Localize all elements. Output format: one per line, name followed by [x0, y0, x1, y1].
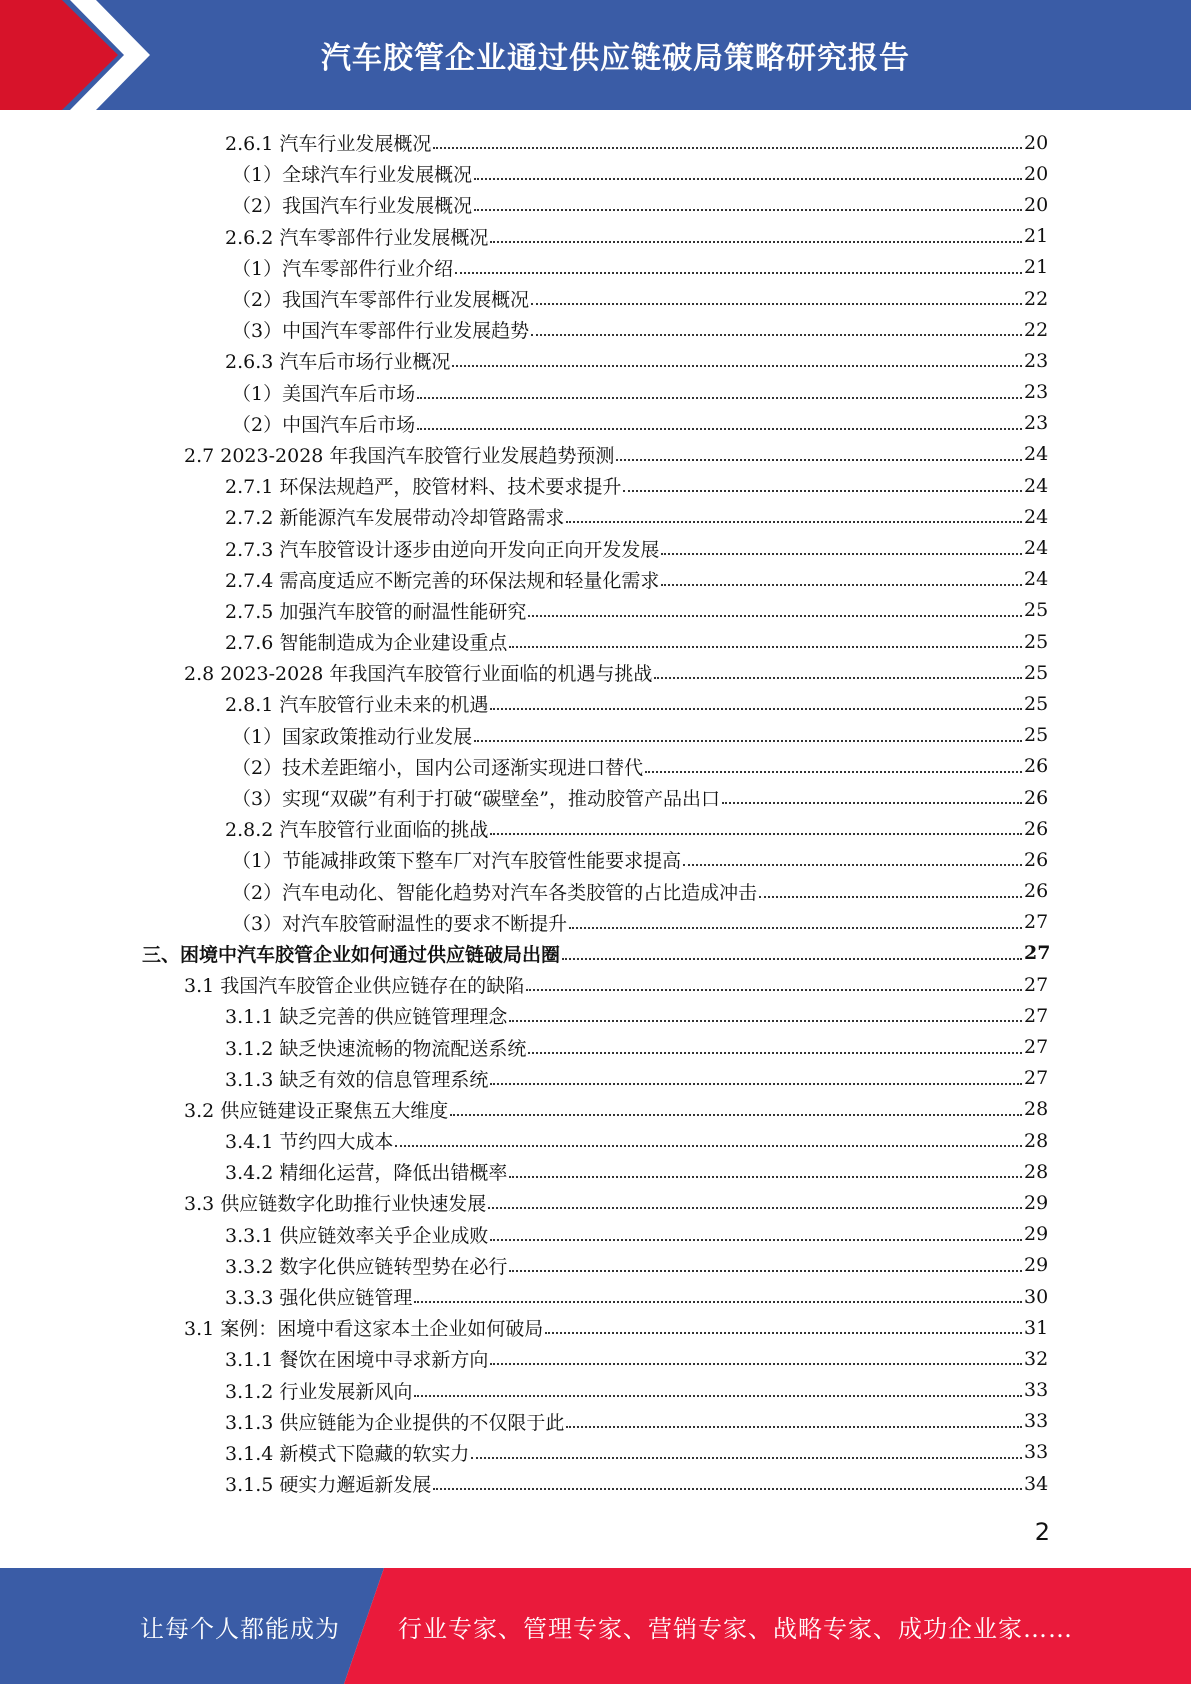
- toc-entry-title: 3.4.1 节约四大成本: [225, 1131, 394, 1154]
- toc-entry-page: 26: [1024, 755, 1049, 778]
- toc-entry-title: （1）国家政策推动行业发展: [232, 725, 473, 748]
- header-band: [0, 0, 1191, 110]
- toc-entry[interactable]: [0, 1156, 1191, 1187]
- toc-entry[interactable]: [0, 1250, 1191, 1281]
- toc-dot-leader: [531, 333, 1022, 336]
- toc-dot-leader: [414, 1300, 1022, 1303]
- toc-dot-leader: [490, 240, 1022, 243]
- toc-entry[interactable]: [0, 813, 1191, 844]
- toc-entry[interactable]: [0, 252, 1191, 283]
- toc-entry-page: 26: [1024, 817, 1049, 840]
- toc-entry[interactable]: [0, 907, 1191, 938]
- toc-entry[interactable]: [0, 377, 1191, 408]
- toc-entry-title: （3）中国汽车零部件行业发展趋势: [232, 320, 530, 343]
- toc-entry-title: 2.7.3 汽车胶管设计逐步由逆向开发向正向开发发展: [225, 538, 660, 561]
- toc-entry[interactable]: [0, 844, 1191, 875]
- toc-entry-page: 29: [1024, 1254, 1049, 1277]
- toc-dot-leader: [509, 1019, 1022, 1022]
- toc-entry-title: 2.7.5 加强汽车胶管的耐温性能研究: [225, 600, 527, 623]
- toc-entry-page: 32: [1024, 1347, 1049, 1370]
- toc-entry-title: 2.8 2023-2028 年我国汽车胶管行业面临的机遇与挑战: [184, 663, 653, 686]
- toc-entry[interactable]: [0, 938, 1191, 969]
- toc-entry-page: 27: [1024, 911, 1049, 934]
- toc-entry[interactable]: [0, 439, 1191, 470]
- toc-entry-page: 29: [1024, 1223, 1049, 1246]
- toc-entry-title: 3.1 我国汽车胶管企业供应链存在的缺陷: [184, 975, 525, 998]
- toc-entry-page: 28: [1024, 1098, 1049, 1121]
- toc-dot-leader: [623, 489, 1022, 492]
- toc-entry[interactable]: [0, 1031, 1191, 1062]
- toc-entry-title: 3.3.1 供应链效率关乎企业成败: [225, 1224, 489, 1247]
- toc-entry-page: 27: [1024, 942, 1051, 965]
- toc-entry-title: （1）美国汽车后市场: [232, 382, 416, 405]
- toc-entry-title: 3.3 供应链数字化助推行业快速发展: [184, 1193, 487, 1216]
- toc-entry-page: 23: [1024, 349, 1049, 372]
- toc-entry[interactable]: [0, 345, 1191, 376]
- toc-entry-page: 24: [1024, 474, 1049, 497]
- toc-entry-page: 33: [1024, 1410, 1049, 1433]
- toc-entry-title: 3.1.3 供应链能为企业提供的不仅限于此: [225, 1411, 565, 1434]
- toc-entry[interactable]: [0, 782, 1191, 813]
- toc-entry-page: 34: [1024, 1472, 1049, 1495]
- toc-dot-leader: [450, 1113, 1022, 1116]
- toc-dot-leader: [474, 739, 1022, 742]
- toc-dot-leader: [474, 208, 1022, 211]
- toc-dot-leader: [566, 520, 1022, 523]
- toc-entry[interactable]: [0, 532, 1191, 563]
- toc-entry-page: 27: [1024, 1036, 1049, 1059]
- toc-dot-leader: [569, 926, 1022, 929]
- toc-entry-title: （2）汽车电动化、智能化趋势对汽车各类胶管的占比造成冲击: [232, 881, 758, 904]
- toc-entry[interactable]: [0, 720, 1191, 751]
- toc-entry-title: 2.7.1 环保法规趋严，胶管材料、技术要求提升: [225, 476, 622, 499]
- toc-entry[interactable]: [0, 501, 1191, 532]
- toc-entry[interactable]: [0, 158, 1191, 189]
- toc-entry-page: 24: [1024, 443, 1049, 466]
- toc-dot-leader: [414, 1394, 1022, 1397]
- footer-slogan-right: 行业专家、管理专家、营销专家、战略专家、成功企业家……: [398, 1614, 1073, 1643]
- toc-entry-page: 22: [1024, 287, 1049, 310]
- toc-entry[interactable]: [0, 626, 1191, 657]
- toc-dot-leader: [562, 957, 1022, 960]
- toc-entry-title: 3.1.2 行业发展新风向: [225, 1380, 413, 1403]
- toc-dot-leader: [661, 552, 1022, 555]
- toc-dot-leader: [661, 583, 1022, 586]
- toc-entry-page: 20: [1024, 193, 1049, 216]
- toc-entry[interactable]: [0, 1312, 1191, 1343]
- toc-entry[interactable]: [0, 314, 1191, 345]
- toc-entry-title: （3）对汽车胶管耐温性的要求不断提升: [232, 912, 568, 935]
- toc-dot-leader: [433, 1487, 1022, 1490]
- toc-entry[interactable]: [0, 1343, 1191, 1374]
- toc-dot-leader: [490, 1362, 1022, 1365]
- toc-entry-page: 24: [1024, 505, 1049, 528]
- toc-entry-title: 2.6.2 汽车零部件行业发展概况: [225, 226, 489, 249]
- toc-entry[interactable]: [0, 1094, 1191, 1125]
- toc-dot-leader: [488, 1206, 1022, 1209]
- toc-entry[interactable]: [0, 1406, 1191, 1437]
- toc-dot-leader: [395, 1144, 1022, 1147]
- toc-dot-leader: [474, 177, 1022, 180]
- toc-dot-leader: [545, 1331, 1022, 1334]
- toc-dot-leader: [526, 988, 1022, 991]
- toc-dot-leader: [452, 364, 1022, 367]
- toc-entry-page: 25: [1024, 724, 1049, 747]
- toc-entry-page: 33: [1024, 1379, 1049, 1402]
- toc-entry-title: 3.1.3 缺乏有效的信息管理系统: [225, 1068, 489, 1091]
- toc-entry-title: 2.6.3 汽车后市场行业概况: [225, 351, 451, 374]
- toc-entry-title: （1）全球汽车行业发展概况: [232, 164, 473, 187]
- toc-entry-title: 3.3.3 强化供应链管理: [225, 1287, 413, 1310]
- toc-entry[interactable]: [0, 470, 1191, 501]
- toc-dot-leader: [509, 1269, 1022, 1272]
- toc-entry-page: 25: [1024, 630, 1049, 653]
- toc-entry[interactable]: [0, 127, 1191, 158]
- toc-entry-page: 26: [1024, 848, 1049, 871]
- toc-entry-page: 31: [1024, 1316, 1049, 1339]
- toc-entry[interactable]: [0, 1468, 1191, 1499]
- toc-entry-page: 25: [1024, 661, 1049, 684]
- toc-entry[interactable]: [0, 564, 1191, 595]
- toc-dot-leader: [509, 645, 1022, 648]
- toc-entry-page: 24: [1024, 537, 1049, 560]
- toc-entry-title: 3.1.1 餐饮在困境中寻求新方向: [225, 1349, 489, 1372]
- toc-entry-title: 2.6.1 汽车行业发展概况: [225, 133, 432, 156]
- toc-entry-page: 23: [1024, 412, 1049, 435]
- toc-entry[interactable]: [0, 657, 1191, 688]
- toc-entry[interactable]: [0, 1281, 1191, 1312]
- toc-dot-leader: [654, 676, 1022, 679]
- toc-entry-title: （2）中国汽车后市场: [232, 413, 416, 436]
- toc-entry-page: 25: [1024, 599, 1049, 622]
- toc-entry[interactable]: [0, 876, 1191, 907]
- toc-dot-leader: [471, 1456, 1022, 1459]
- toc-entry-title: 2.7 2023-2028 年我国汽车胶管行业发展趋势预测: [184, 444, 615, 467]
- footer-slogan-left: 让每个人都能成为: [140, 1614, 340, 1643]
- toc-entry-title: （3）实现“双碳”有利于打破“碳壁垒”，推动胶管产品出口: [232, 788, 720, 811]
- toc-entry-title: （2）技术差距缩小，国内公司逐渐实现进口替代: [232, 756, 644, 779]
- toc-entry-page: 24: [1024, 568, 1049, 591]
- toc-entry-page: 28: [1024, 1160, 1049, 1183]
- toc-entry-page: 20: [1024, 131, 1049, 154]
- toc-entry-page: 28: [1024, 1129, 1049, 1152]
- toc-entry-page: 27: [1024, 973, 1049, 996]
- toc-entry[interactable]: [0, 595, 1191, 626]
- toc-entry-page: 33: [1024, 1441, 1049, 1464]
- toc-entry[interactable]: [0, 408, 1191, 439]
- toc-dot-leader: [645, 770, 1022, 773]
- toc-dot-leader: [722, 801, 1022, 804]
- toc-entry-title: 3.1.2 缺乏快速流畅的物流配送系统: [225, 1037, 527, 1060]
- toc-entry-page: 21: [1024, 256, 1049, 279]
- toc-entry-title: 3.1.5 硬实力邂逅新发展: [225, 1474, 432, 1497]
- toc-entry-page: 27: [1024, 1004, 1049, 1027]
- toc-dot-leader: [433, 146, 1022, 149]
- table-of-contents: [0, 127, 1191, 1499]
- toc-entry[interactable]: [0, 283, 1191, 314]
- toc-entry-page: 22: [1024, 318, 1049, 341]
- toc-entry-title: （1）汽车零部件行业介绍: [232, 257, 454, 280]
- report-title: 汽车胶管企业通过供应链破局策略研究报告: [321, 41, 910, 76]
- toc-entry[interactable]: [0, 1000, 1191, 1031]
- toc-entry-title: 3.1.4 新模式下隐藏的软实力: [225, 1442, 470, 1465]
- toc-entry-title: 2.7.2 新能源汽车发展带动冷却管路需求: [225, 507, 565, 530]
- toc-entry-title: 3.2 供应链建设正聚焦五大维度: [184, 1099, 449, 1122]
- toc-dot-leader: [490, 832, 1022, 835]
- toc-entry-title: 2.8.2 汽车胶管行业面临的挑战: [225, 819, 489, 842]
- toc-dot-leader: [528, 614, 1022, 617]
- toc-entry-page: 26: [1024, 880, 1049, 903]
- toc-entry-title: 三、困境中汽车胶管企业如何通过供应链破局出圈: [142, 943, 561, 966]
- toc-dot-leader: [490, 707, 1022, 710]
- toc-entry-title: （2）我国汽车零部件行业发展概况: [232, 289, 530, 312]
- toc-dot-leader: [566, 1425, 1022, 1428]
- toc-entry[interactable]: [0, 1125, 1191, 1156]
- toc-dot-leader: [531, 302, 1022, 305]
- toc-entry-page: 20: [1024, 162, 1049, 185]
- toc-entry-page: 30: [1024, 1285, 1049, 1308]
- toc-entry-title: 3.3.2 数字化供应链转型势在必行: [225, 1255, 508, 1278]
- toc-dot-leader: [417, 427, 1022, 430]
- toc-entry[interactable]: [0, 751, 1191, 782]
- toc-entry[interactable]: [0, 1375, 1191, 1406]
- toc-entry-page: 25: [1024, 692, 1049, 715]
- toc-dot-leader: [455, 271, 1022, 274]
- toc-dot-leader: [417, 396, 1022, 399]
- toc-entry-page: 27: [1024, 1067, 1049, 1090]
- toc-entry-page: 26: [1024, 786, 1049, 809]
- toc-dot-leader: [509, 1175, 1022, 1178]
- toc-dot-leader: [683, 863, 1022, 866]
- toc-entry-title: 3.4.2 精细化运营，降低出错概率: [225, 1162, 508, 1185]
- toc-dot-leader: [759, 895, 1022, 898]
- toc-entry-title: 3.1 案例：困境中看这家本土企业如何破局: [184, 1318, 544, 1341]
- toc-entry-title: （2）我国汽车行业发展概况: [232, 195, 473, 218]
- toc-entry-title: 3.1.1 缺乏完善的供应链管理理念: [225, 1006, 508, 1029]
- toc-entry-page: 23: [1024, 381, 1049, 404]
- toc-entry[interactable]: [0, 189, 1191, 220]
- toc-entry[interactable]: [0, 1437, 1191, 1468]
- toc-entry[interactable]: [0, 969, 1191, 1000]
- toc-entry[interactable]: [0, 1187, 1191, 1218]
- toc-entry[interactable]: [0, 688, 1191, 719]
- toc-dot-leader: [528, 1051, 1022, 1054]
- toc-entry[interactable]: [0, 1063, 1191, 1094]
- toc-entry-page: 29: [1024, 1191, 1049, 1214]
- toc-entry-title: （1）节能减排政策下整车厂对汽车胶管性能要求提高: [232, 850, 682, 873]
- toc-entry[interactable]: [0, 1219, 1191, 1250]
- toc-entry[interactable]: [0, 221, 1191, 252]
- toc-entry-title: 2.8.1 汽车胶管行业未来的机遇: [225, 694, 489, 717]
- footer-band: [0, 1568, 1191, 1684]
- toc-entry-page: 21: [1024, 225, 1049, 248]
- toc-dot-leader: [490, 1238, 1022, 1241]
- toc-entry-title: 2.7.4 需高度适应不断完善的环保法规和轻量化需求: [225, 569, 660, 592]
- toc-dot-leader: [616, 458, 1022, 461]
- page-number: 2: [1034, 1518, 1050, 1546]
- toc-entry-title: 2.7.6 智能制造成为企业建设重点: [225, 632, 508, 655]
- toc-dot-leader: [490, 1082, 1022, 1085]
